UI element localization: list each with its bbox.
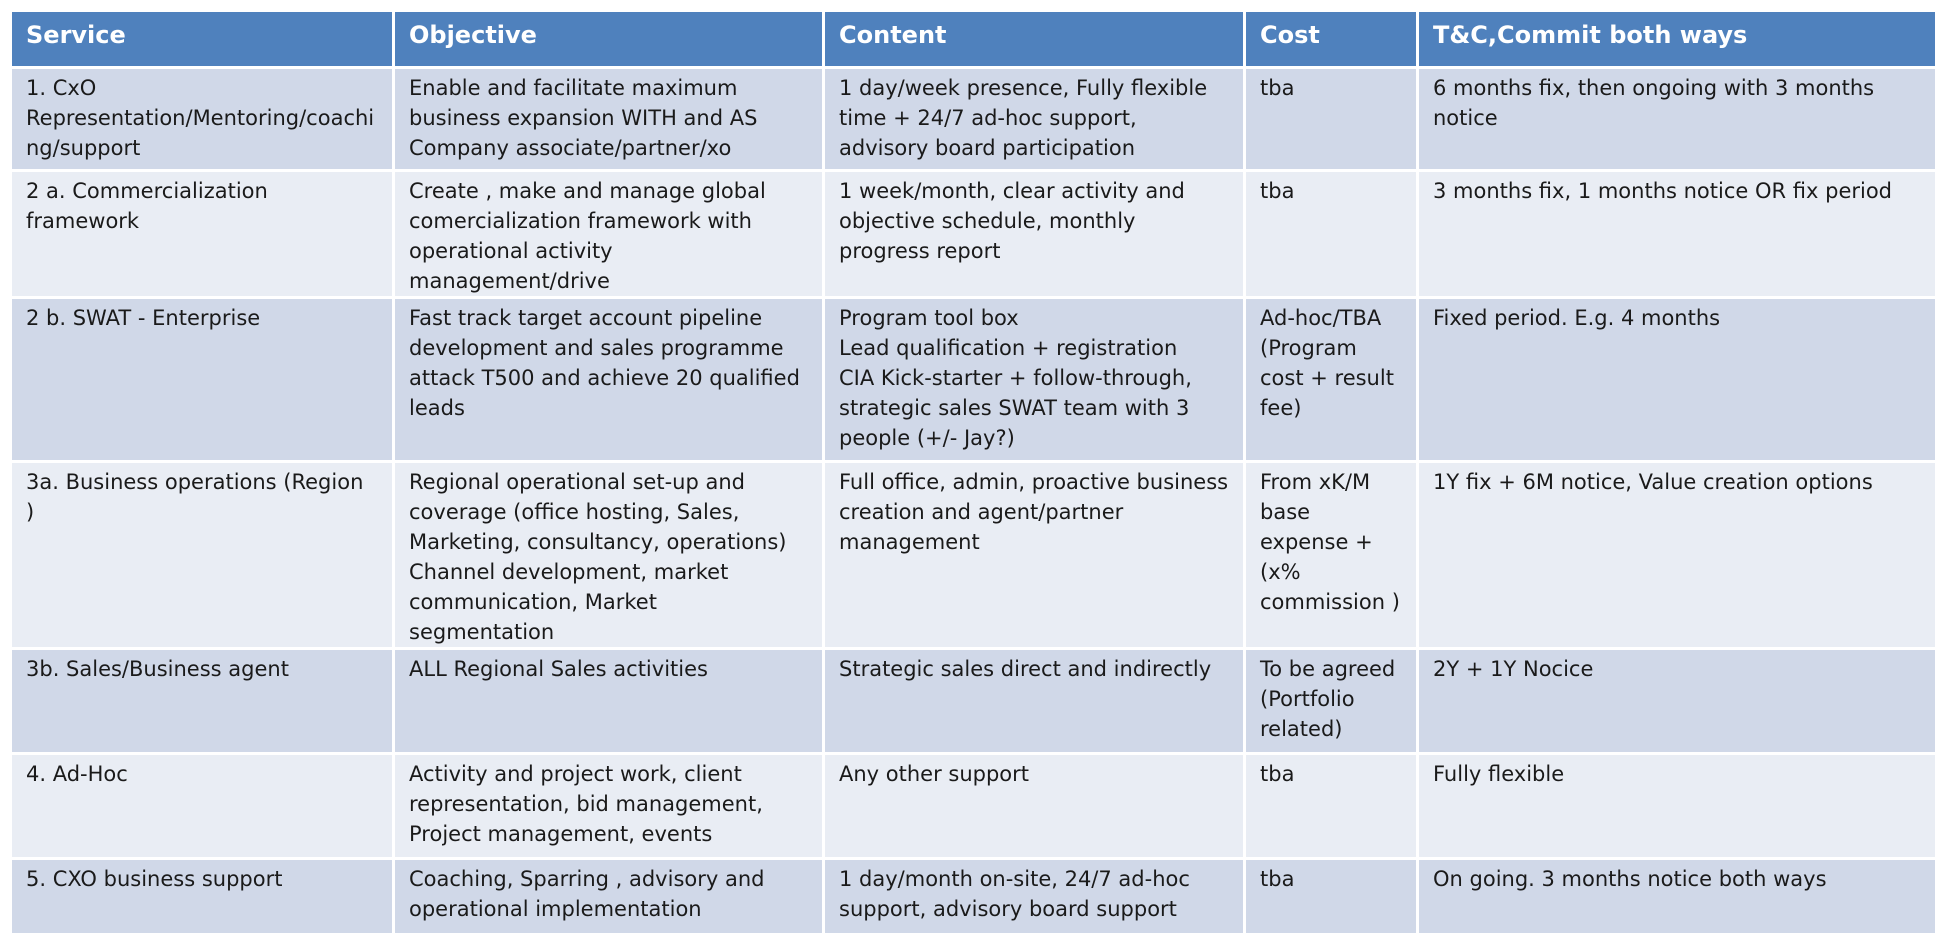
- header-terms: T&C,Commit both ways: [1419, 12, 1935, 66]
- cell-cost: Ad-hoc/TBA (Program cost + result fee): [1246, 299, 1416, 460]
- cell-cost: tba: [1246, 755, 1416, 857]
- cell-terms: 3 months fix, 1 months notice OR fix period: [1419, 172, 1935, 296]
- cell-terms: Fully flexible: [1419, 755, 1935, 857]
- cell-terms: On going. 3 months notice both ways: [1419, 860, 1935, 933]
- cell-content: Program tool box Lead qualification + registration CIA Kick-starter + follow-through, strategic sales SWAT team with 3 people (+/- Jay?): [825, 299, 1243, 460]
- cell-content: 1 week/month, clear activity and objective schedule, monthly progress report: [825, 172, 1243, 296]
- table-row: [12, 860, 1935, 933]
- table-row: [12, 463, 1935, 647]
- cell-service: 2 b. SWAT - Enterprise: [12, 299, 392, 460]
- header-service: Service: [12, 12, 392, 66]
- cell-objective: Activity and project work, client representation, bid management, Project management, events: [395, 755, 822, 857]
- cell-objective: ALL Regional Sales activities: [395, 650, 822, 752]
- cell-terms: Fixed period. E.g. 4 months: [1419, 299, 1935, 460]
- cell-content: 1 day/month on-site, 24/7 ad-hoc support, advisory board support: [825, 860, 1243, 933]
- cell-content: 1 day/week presence, Fully flexible time + 24/7 ad-hoc support, advisory board participation: [825, 69, 1243, 169]
- header-objective: Objective: [395, 12, 822, 66]
- cell-cost: tba: [1246, 860, 1416, 933]
- cell-objective: Coaching, Sparring , advisory and operational implementation: [395, 860, 822, 933]
- cell-objective: Enable and facilitate maximum business expansion WITH and AS Company associate/partner/xo: [395, 69, 822, 169]
- cell-terms: 2Y + 1Y Nocice: [1419, 650, 1935, 752]
- table-row: [12, 69, 1935, 169]
- cell-service: 4. Ad-Hoc: [12, 755, 392, 857]
- header-row: [12, 12, 1935, 66]
- cell-service: 3b. Sales/Business agent: [12, 650, 392, 752]
- table-row: [12, 650, 1935, 752]
- cell-content: Any other support: [825, 755, 1243, 857]
- cell-service: 1. CxO Representation/Mentoring/coaching/support: [12, 69, 392, 169]
- cell-service: 5. CXO business support: [12, 860, 392, 933]
- cell-service: 2 a. Commercialization framework: [12, 172, 392, 296]
- cell-service: 3a. Business operations (Region ): [12, 463, 392, 647]
- table-row: [12, 755, 1935, 857]
- header-content: Content: [825, 12, 1243, 66]
- cell-objective: Create , make and manage global comercialization framework with operational activity management/drive: [395, 172, 822, 296]
- cell-cost: From xK/M base expense + (x% commission ): [1246, 463, 1416, 647]
- services-table: [9, 9, 1935, 936]
- header-cost: Cost: [1246, 12, 1416, 66]
- table-row: [12, 299, 1935, 460]
- cell-objective: Fast track target account pipeline development and sales programme attack T500 and achieve 20 qualified leads: [395, 299, 822, 460]
- cell-terms: 1Y fix + 6M notice, Value creation options: [1419, 463, 1935, 647]
- cell-content: Full office, admin, proactive business creation and agent/partner management: [825, 463, 1243, 647]
- cell-objective: Regional operational set-up and coverage (office hosting, Sales, Marketing, consultancy, operations) Channel development, market communication, Market segmentation: [395, 463, 822, 647]
- cell-terms: 6 months fix, then ongoing with 3 months notice: [1419, 69, 1935, 169]
- cell-cost: tba: [1246, 69, 1416, 169]
- cell-cost: To be agreed (Portfolio related): [1246, 650, 1416, 752]
- cell-cost: tba: [1246, 172, 1416, 296]
- table-row: [12, 172, 1935, 296]
- cell-content: Strategic sales direct and indirectly: [825, 650, 1243, 752]
